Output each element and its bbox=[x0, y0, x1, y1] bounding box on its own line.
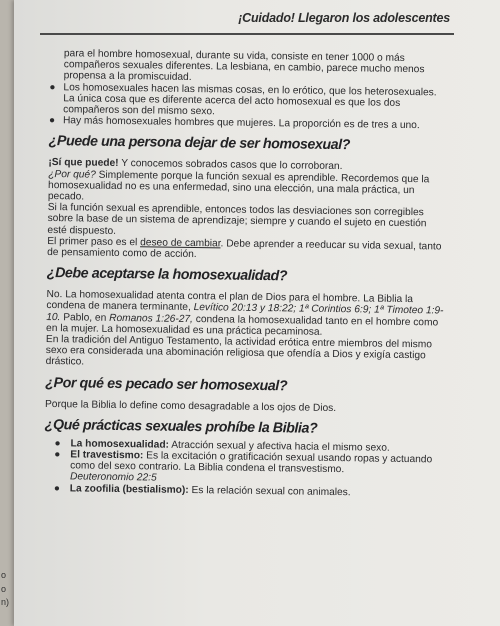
section-heading-3: ¿Por qué es pecado ser homosexual? bbox=[45, 374, 288, 395]
continued-paragraph: para el hombre homosexual, durante su vida, consiste en tener 1000 o más compañeros sexuales diferentes. La lesbiana, en cambio, parece mucho menos propensa a la promiscuidad. bbox=[63, 48, 425, 84]
bullet-icon: ● bbox=[54, 437, 61, 450]
emphasis-link-text: deseo de cambiar bbox=[140, 237, 221, 250]
practices-list bbox=[44, 438, 443, 500]
section-heading-2: ¿Debe aceptarse la homosexualidad? bbox=[46, 265, 288, 285]
bullet-icon: ● bbox=[53, 482, 60, 494]
margin-fragment: o bbox=[1, 570, 7, 580]
section-heading-4: ¿Qué prácticas sexuales prohíbe la Biblia? bbox=[44, 416, 318, 437]
section3-paragraph: Porque la Biblia lo define como desagradable a los ojos de Dios. bbox=[44, 398, 337, 414]
margin-fragment: o bbox=[1, 584, 7, 594]
section1-paragraph: El primer paso es el deseo de cambiar. Debe aprender a reeducar su vida sexual, tanto de pensamiento como de acción. bbox=[47, 235, 442, 261]
section1-paragraph: ¡Sí que puede! Y conocemos sobrados casos que lo corroboran. bbox=[48, 157, 343, 173]
list-item: ● La homosexualidad: Atracción sexual y afectiva hacia el mismo sexo. bbox=[54, 437, 390, 454]
bullet-icon: ● bbox=[49, 81, 56, 93]
list-item: ● Hay más homosexuales hombres que mujeres. La proporción es de tres a uno. bbox=[48, 115, 420, 132]
previous-page-edge bbox=[0, 0, 14, 626]
bullet-icon: ● bbox=[48, 115, 56, 127]
section2-paragraph: No. La homosexualidad atenta contra el plan de Dios para el hombre. La Biblia la condena de manera terminante, Levítico 20:13 y 18:22; 1ª Corintios 6:9; 1ª Timoteo 1:9-10. Pablo, en Romanos 1:26-27, condena la homosexualidad tanto en el hombre como en la mujer. La homosexualidad es una práctica pecaminosa. bbox=[46, 289, 444, 338]
list-item: ● Los homosexuales hacen las mismas cosas, en lo erótico, que los heterosexuales. La única cosa que es diferente acerca del acto homosexual es que los dos compañeros son del mismo sexo. bbox=[49, 81, 437, 118]
header-rule bbox=[40, 33, 454, 35]
section1-paragraph: ¿Por qué? Simplemente porque la función sexual es aprendible. Recordemos que la homosexualidad no es una enfermedad, sino una elección, una mala práctica, un pecado. bbox=[47, 168, 430, 203]
bullet-icon: ● bbox=[54, 449, 61, 461]
margin-fragment: n) bbox=[1, 597, 10, 607]
page-body bbox=[44, 48, 448, 499]
list-item: ● El travestismo: Es la excitación o gratificación sexual usando ropas y actuando como del sexo contrario. La Biblia condena el transvestismo. Deuteronomio 22:5 bbox=[54, 449, 433, 485]
running-header: ¡Cuidado! Llegaron los adolescentes bbox=[238, 11, 450, 25]
section2-paragraph: En la tradición del Antiguo Testamento, la actividad erótica entre miembros del mismo sexo era considerada una abominación religiosa que ofendía a Dios y exigía castigo drástico. bbox=[45, 334, 432, 368]
section-heading-1: ¿Puede una persona dejar de ser homosexual? bbox=[48, 133, 351, 154]
section1-paragraph: Si la función sexual es aprendible, entonces todos las desviaciones son corregibles sobre la base de un sistema de aprendizaje; siempre y cuando el sujeto en cuestión esté dispuesto. bbox=[47, 202, 427, 237]
facts-list bbox=[49, 82, 448, 132]
list-item: ● La zoofilia (bestialismo): Es la relación sexual con animales. bbox=[53, 482, 351, 498]
